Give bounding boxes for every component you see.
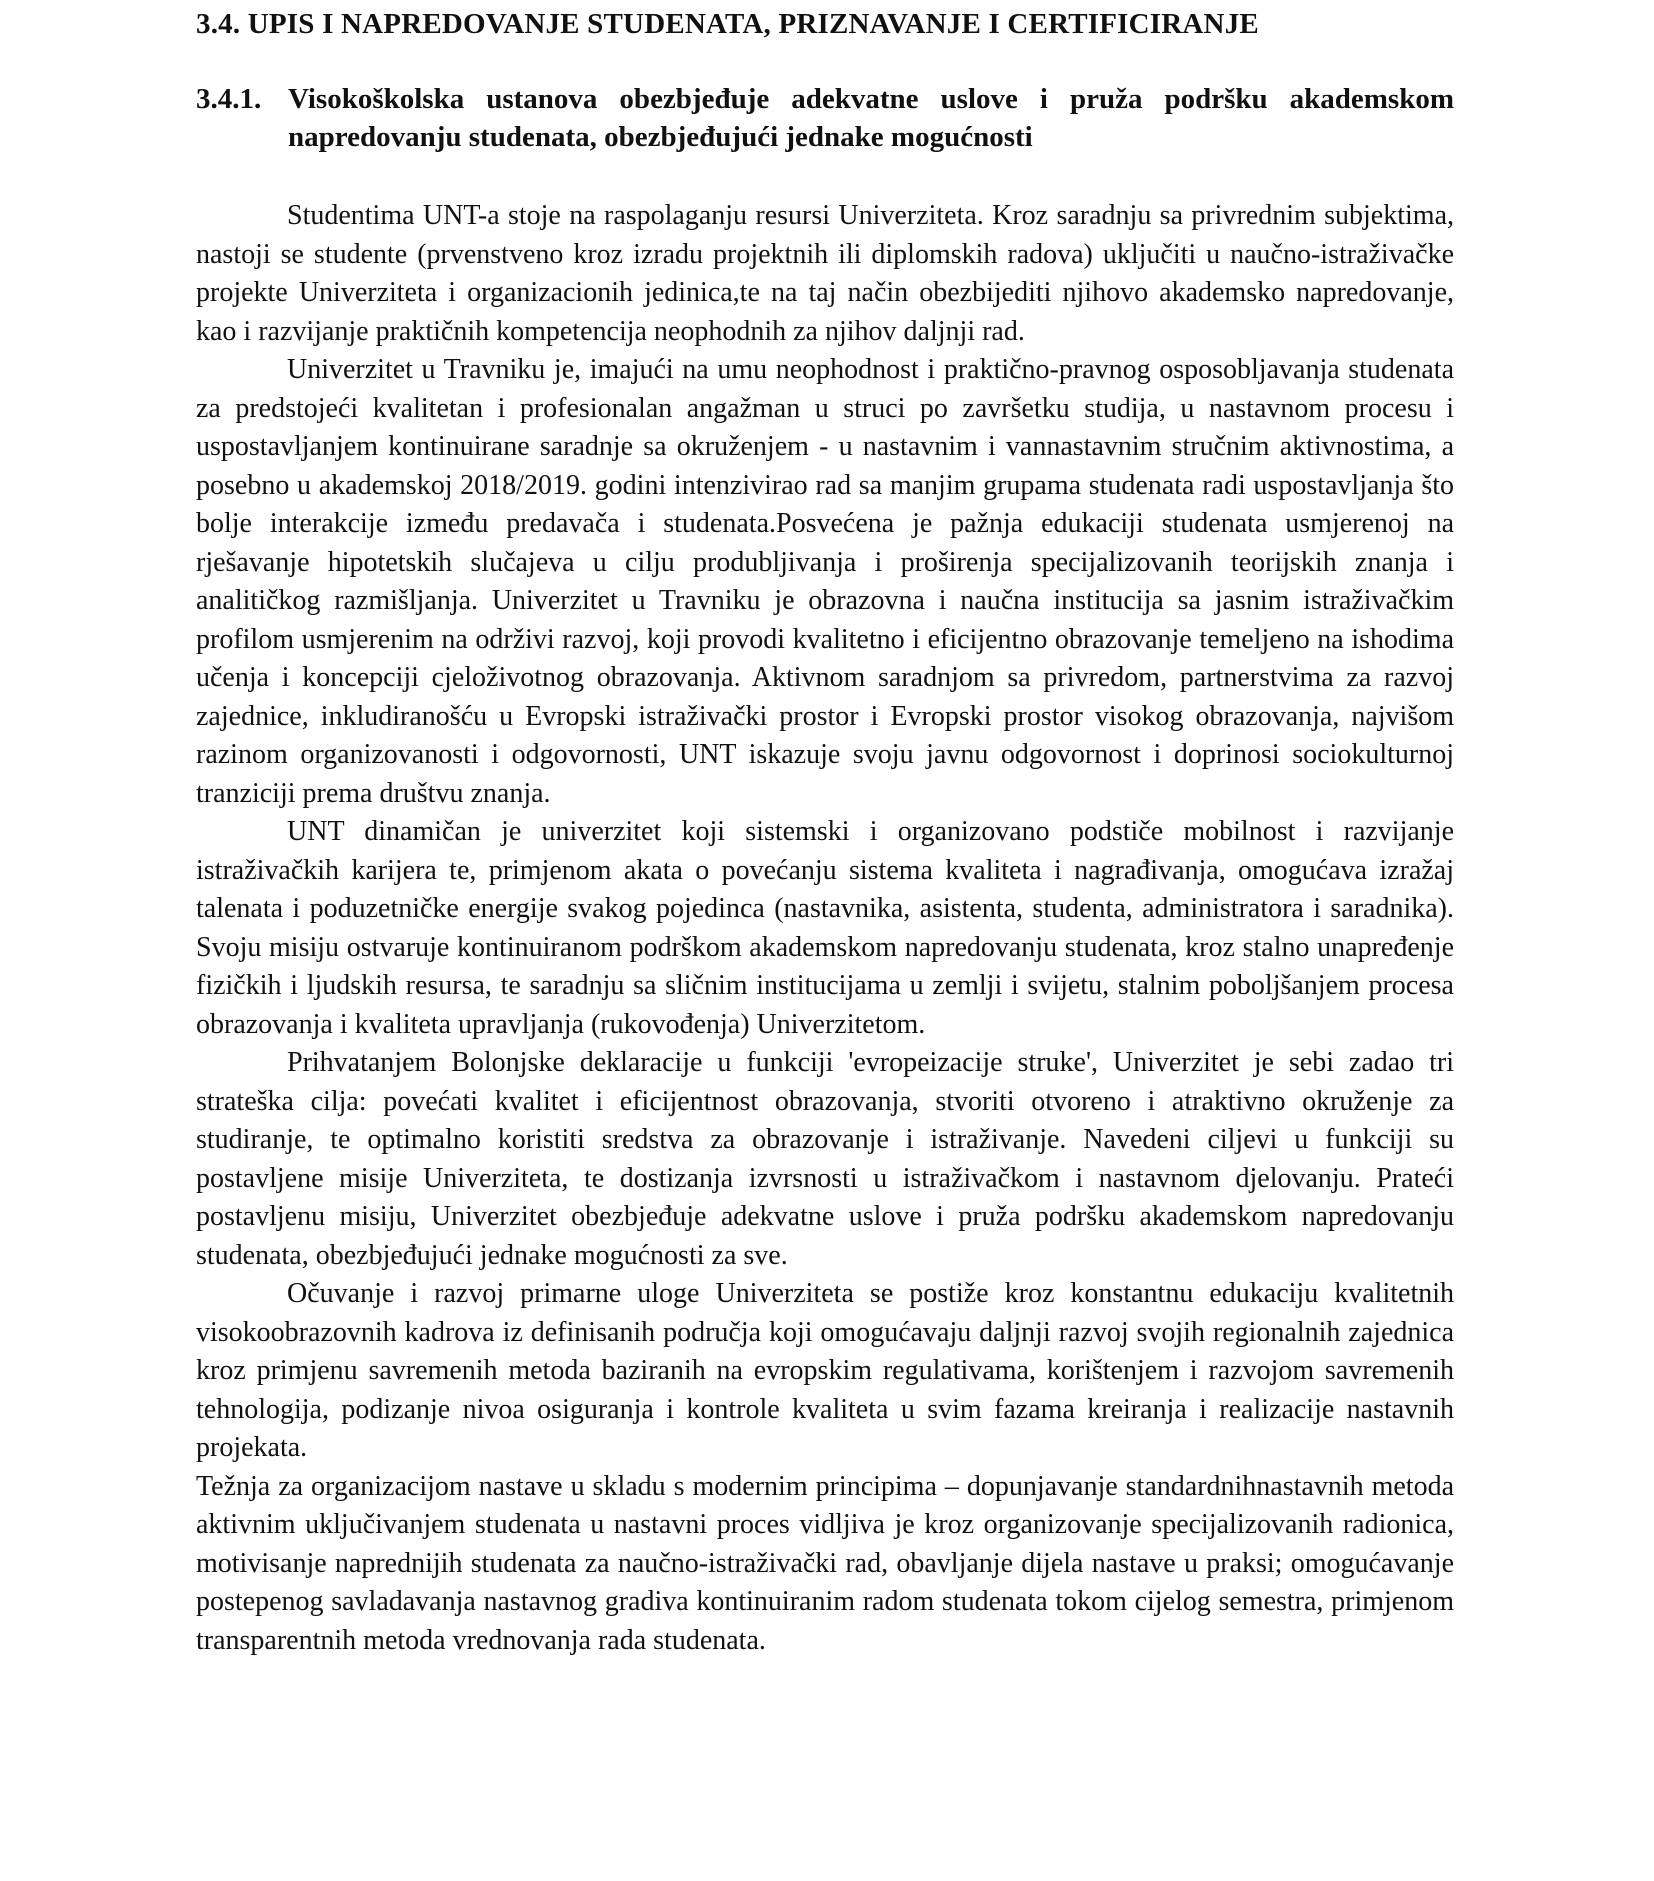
subsection-heading xyxy=(196,80,1454,156)
paragraph: Težnja za organizacijom nastave u skladu s modernim principima – dopunjavanje standardnihnastavnih metoda aktivnim uključivanjem studenata u nastavni proces vidljiva je kroz organizovanje specijalizovanih radionica, motivisanje naprednijih studenata za naučno-istraživački rad, obavljanje dijela nastave u praksi; omogućavanje postepenog savladavanja nastavnog gradiva kontinuiranim radom studenata tokom cijelog semestra, primjenom transparentnih metoda vrednovanja rada studenata. xyxy=(196,1470,1454,1656)
subsection-number: 3.4.1. xyxy=(196,83,262,115)
paragraph: Studentima UNT-a stoje na raspolaganju resursi Univerziteta. Kroz saradnju sa privrednim subjektima, nastoji se studente (prvenstveno kroz izradu projektnih ili diplomskih radova) uključiti u naučno-istraživačke projekte Univerziteta i organizacionih jedinica,te na taj način obezbijediti njihovo akademsko napredovanje, kao i razvijanje praktičnih kompetencija neophodnih za njihov daljnji rad. xyxy=(196,200,1454,347)
paragraph: Univerzitet u Travniku je, imajući na umu neophodnost i praktično-pravnog osposobljavanja studenata za predstojeći kvalitetan i profesionalan angažman u struci po završetku studija, u nastavnom procesu i uspostavljanjem kontinuirane saradnje sa okruženjem - u nastavnim i vannastavnim stručnim aktivnostima, a posebno u akademskoj 2018/2019. godini intenzivirao rad sa manjim grupama studenata radi uspostavljanja što bolje interakcije između predavača i studenata.Posvećena je pažnja edukaciji studenata usmjerenoj na rješavanje hipotetskih slučajeva u cilju produbljivanja i proširenja specijalizovanih teorijskih znanja i analitičkog razmišljanja. Univerzitet u Travniku je obrazovna i naučna institucija sa jasnim istraživačkim profilom usmjerenim na održivi razvoj, koji provodi kvalitetno i eficijentno obrazovanje temeljeno na ishodima učenja i koncepciji cjeloživotnog obrazovanja. Aktivnom saradnjom sa privredom, partnerstvima za razvoj zajednice, inkludiranošću u Evropski istraživački prostor i Evropski prostor visokog obrazovanja, najvišom razinom organizovanosti i odgovornosti, UNT iskazuje svoju javnu odgovornost i doprinosi sociokulturnoj tranziciji prema društvu znanja. xyxy=(196,354,1454,809)
document-body xyxy=(196,197,1454,1660)
paragraph: Prihvatanjem Bolonjske deklaracije u funkciji 'evropeizacije struke', Univerzitet je sebi zadao tri strateška cilja: povećati kvalitet i eficijentnost obrazovanja, stvoriti otvoreno i atraktivno okruženje za studiranje, te optimalno koristiti sredstva za obrazovanje i istraživanje. Navedeni ciljevi u funkciji su postavljene misije Univerziteta, te dostizanja izvrsnosti u istraživačkom i nastavnom djelovanju. Prateći postavljenu misiju, Univerzitet obezbjeđuje adekvatne uslove i pruža podršku akademskom napredovanju studenata, obezbjeđujući jednake mogućnosti za sve. xyxy=(196,1047,1454,1271)
paragraph: Očuvanje i razvoj primarne uloge Univerziteta se postiže kroz konstantnu edukaciju kvalitetnih visokoobrazovnih kadrova iz definisanih područja koji omogućavaju daljnji razvoj svojih regionalnih zajednica kroz primjenu savremenih metoda baziranih na evropskim regulativama, korištenjem i razvojom savremenih tehnologija, podizanje nivoa osiguranja i kontrole kvaliteta u svim fazama kreiranja i realizacije nastavnih projekata. xyxy=(196,1278,1454,1463)
subsection-title: Visokoškolska ustanova obezbjeđuje adekvatne uslove i pruža podršku akademskom napredovanju studenata, obezbjeđujući jednake mogućnosti xyxy=(288,83,1454,153)
section-heading: 3.4. UPIS I NAPREDOVANJE STUDENATA, PRIZNAVANJE I CERTIFICIRANJE xyxy=(196,8,1259,40)
paragraph: UNT dinamičan je univerzitet koji sistemski i organizovano podstiče mobilnost i razvijanje istraživačkih karijera te, primjenom akata o povećanju sistema kvaliteta i nagrađivanja, omogućava izražaj talenata i poduzetničke energije svakog pojedinca (nastavnika, asistenta, studenta, administratora i saradnika). Svoju misiju ostvaruje kontinuiranom podrškom akademskom napredovanju studenata, kroz stalno unapređenje fizičkih i ljudskih resursa, te saradnju sa sličnim institucijama u zemlji i svijetu, stalnim poboljšanjem procesa obrazovanja i kvaliteta upravljanja (rukovođenja) Univerzitetom. xyxy=(196,816,1454,1040)
